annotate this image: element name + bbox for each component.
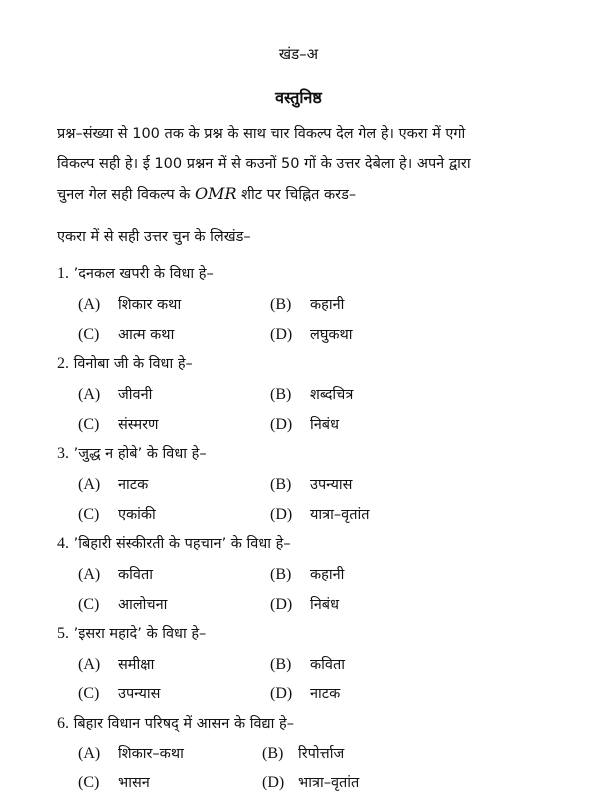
option-label: (A) [78,566,101,583]
option-c [78,772,150,792]
option-b [262,743,344,763]
option-text: आलोचना [118,597,168,613]
instruction-line-2: विकल्प सही हे। ई 100 प्रश्नन में से कउनों 50 गों के उत्तर देबेला हे। अपने द्वारा [57,156,471,172]
option-b [270,564,344,584]
option-label: (B) [270,386,292,403]
option-label: (D) [262,774,285,791]
option-b [270,474,352,494]
option-a [78,654,154,674]
option-label: (C) [78,506,100,523]
option-label: (D) [270,326,293,343]
option-text: नाटक [310,686,341,702]
option-text: एकांकी [118,507,156,523]
question-number: 3. [57,445,69,462]
option-c [78,683,160,703]
option-label: (D) [270,416,293,433]
option-d [270,683,340,703]
option-label: (B) [270,656,292,673]
option-label: (A) [78,476,101,493]
option-a [78,474,148,494]
option-c [78,414,159,434]
option-label: (B) [270,566,292,583]
option-label: (A) [78,656,101,673]
instruction-line-3 [57,179,557,210]
option-b [270,384,353,404]
option-text: संस्मरण [118,417,159,433]
option-text: भासन [118,775,150,791]
question-number: 1. [57,265,69,282]
option-a [78,743,184,763]
option-text: निबंध [310,597,339,613]
option-label: (B) [270,476,292,493]
option-text: आत्म कथा [118,327,175,343]
option-d [270,594,339,614]
option-text: उपन्यास [310,477,353,493]
option-text: कविता [118,567,153,583]
option-b [270,654,345,674]
omr-term: OMR [194,184,237,203]
question-1 [57,263,214,283]
option-label: (C) [78,596,100,613]
question-text: ’बिहारी संस्कीरती के पहचान’ के विधा हे– [73,536,291,552]
option-d [270,504,370,524]
question-2 [57,353,193,373]
option-c [78,324,174,344]
instruction-line-1: प्रश्न–संख्या से 100 तक के प्रश्न के साथ चार विकल्प देल गेल हे। एकरा में एगो [57,126,466,142]
option-label: (C) [78,774,100,791]
option-text: कविता [310,657,345,673]
option-label: (A) [78,745,101,762]
sub-instruction: एकरा में से सही उत्तर चुन के लिखंड– [57,229,251,245]
option-b [270,294,344,314]
question-text: विनोबा जी के विधा हे– [73,356,193,372]
option-text: यात्रा–वृतांत [310,507,370,523]
question-text: ’जुद्ध न होबे’ के विधा हे– [73,446,207,462]
option-label: (C) [78,416,100,433]
question-3 [57,443,207,463]
question-number: 6. [57,715,69,732]
section-heading: खंड–अ [278,45,319,63]
option-label: (B) [270,296,292,313]
option-text: उपन्यास [118,686,161,702]
option-label: (B) [262,745,284,762]
question-text: ’इसरा महादे’ के विधा हे– [73,626,207,642]
question-number: 2. [57,355,69,372]
option-text: नाटक [118,477,149,493]
option-label: (C) [78,326,100,343]
option-text: शिकार कथा [118,297,182,313]
question-6 [57,713,294,733]
option-label: (D) [270,506,293,523]
option-text: भात्रा–वृतांत [298,775,360,791]
instruction-line-3-pre: चुनल गेल सही विकल्प के [57,187,191,203]
option-text: जीवनी [118,387,153,403]
option-a [78,564,153,584]
option-a [78,294,181,314]
question-text: ’दनकल खपरी के विधा हे– [73,266,214,282]
option-a [78,384,152,404]
option-d [270,324,353,344]
option-label: (A) [78,296,101,313]
option-text: कहानी [310,567,345,583]
option-c [78,504,156,524]
question-number: 5. [57,625,69,642]
question-5 [57,623,206,643]
option-label: (C) [78,685,100,702]
option-text: कहानी [310,297,345,313]
question-number: 4. [57,535,69,552]
option-label: (A) [78,386,101,403]
option-text: समीक्षा [118,657,155,673]
instruction-line-3-post: शीट पर चिह्नित करड– [241,187,357,203]
option-text: शिकार–कथा [118,746,184,762]
option-d [262,772,359,792]
option-label: (D) [270,685,293,702]
option-d [270,414,339,434]
option-text: निबंध [310,417,339,433]
option-label: (D) [270,596,293,613]
page-title: वस्तुनिष्ठ [275,88,322,107]
question-text: बिहार विधान परिषद् में आसन के विद्या हे– [73,716,294,732]
option-c [78,594,167,614]
instructions [57,119,557,210]
option-text: लघुकथा [310,327,353,343]
question-4 [57,533,291,553]
option-text: रिपोर्त्ताज [298,746,345,762]
option-text: शब्दचित्र [310,387,354,403]
